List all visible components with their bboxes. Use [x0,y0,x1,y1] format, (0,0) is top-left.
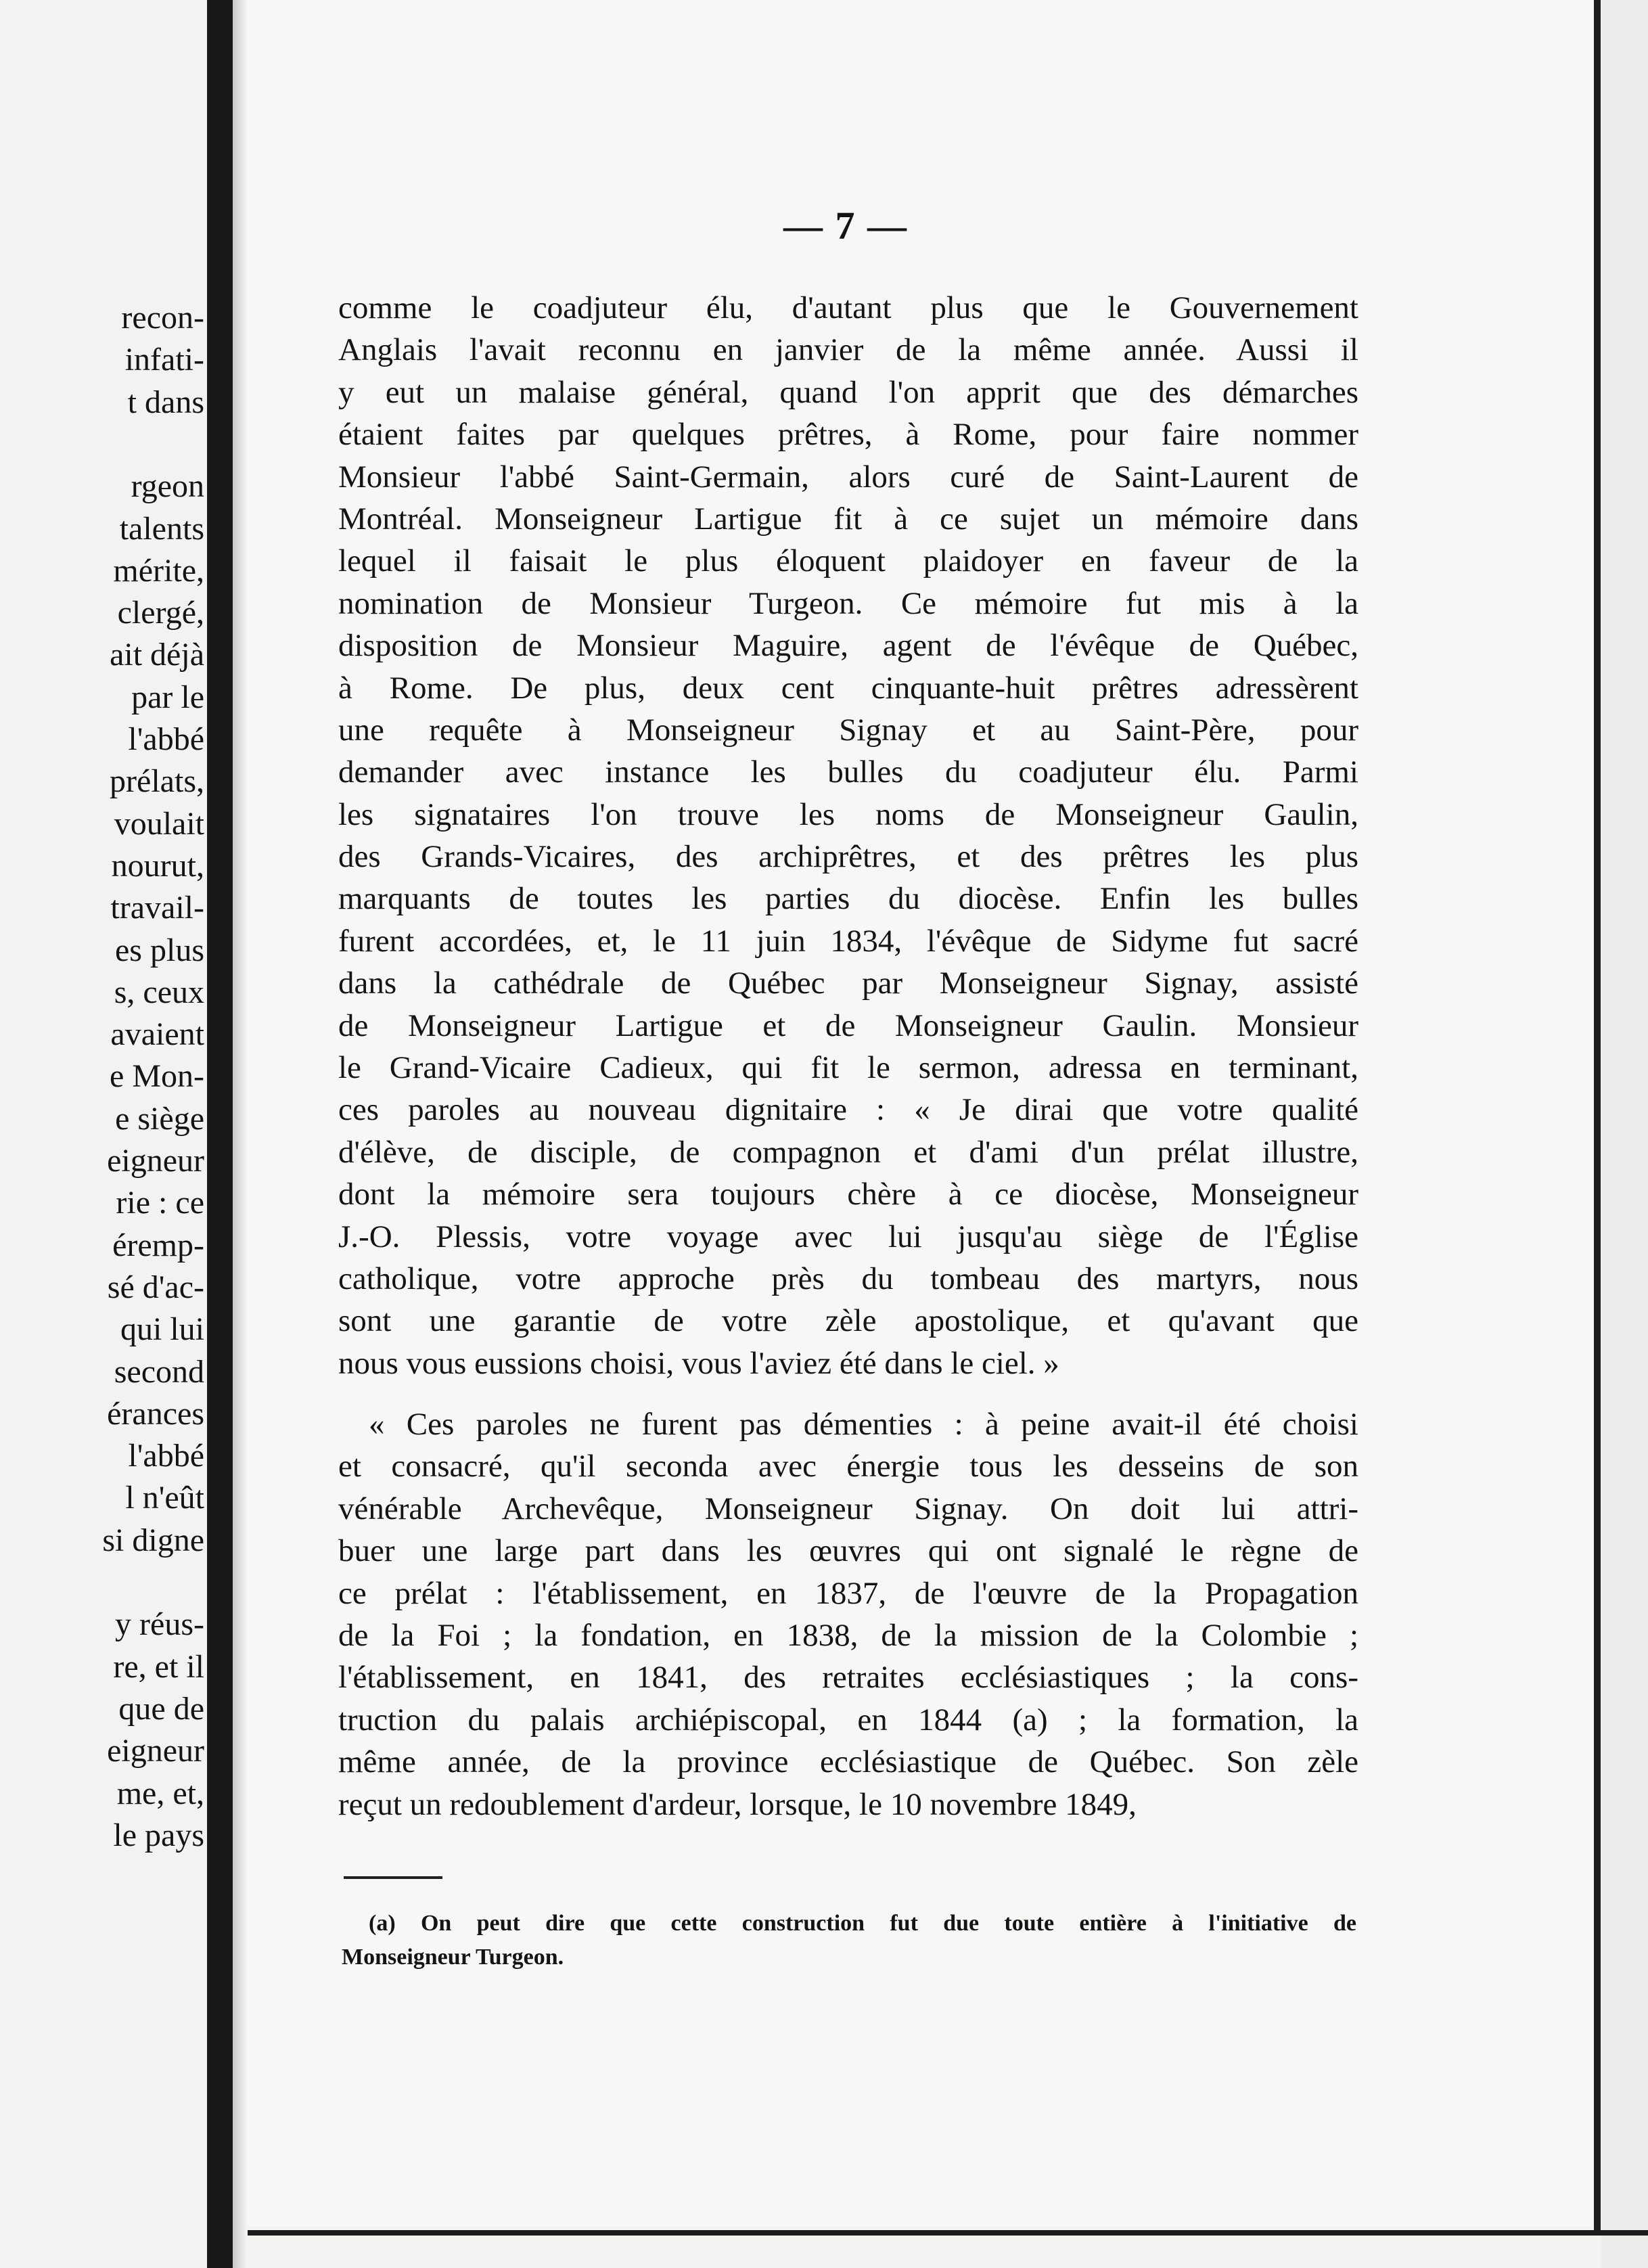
left-page-line: par le [131,679,204,715]
left-page-line: que de [118,1690,204,1727]
gutter-shadow [233,0,248,2268]
paragraph-1-line: demander avec instance les bulles du coadjuteur élu. Parmi [338,754,1358,790]
paragraph-1-line: Montréal. Monseigneur Lartigue fit à ce sujet un mémoire dans [338,501,1358,537]
paragraph-1-line: nomination de Monsieur Turgeon. Ce mémoire fut mis à la [338,585,1358,621]
left-page-line: le pays [113,1817,204,1853]
footnote-line: (a) On peut dire que cette construction fut due toute entière à l'initiative de [369,1911,1356,1936]
page-number: — 7 — [783,204,908,248]
left-page-line: l'abbé [128,721,204,757]
left-page-line: me, et, [116,1775,204,1811]
left-page-line: l'abbé [128,1438,204,1474]
paragraph-1-line: à Rome. De plus, deux cent cinquante-huit prêtres adressèrent [338,670,1358,706]
footnote-rule [344,1876,442,1879]
paragraph-1-line: furent accordées, et, le 11 juin 1834, l'évêque de Sidyme fut sacré [338,923,1358,959]
paragraph-1-line: dans la cathédrale de Québec par Monseigneur Signay, assisté [338,966,1358,1001]
left-page-line: s, ceux [114,974,204,1010]
left-page-line: si digne [102,1522,204,1558]
left-page-text [0,0,207,2268]
page-right-edge [1594,0,1601,2236]
paragraph-1-line: d'élève, de disciple, de compagnon et d'ami d'un prélat illustre, [338,1134,1358,1170]
paragraph-2-line: et consacré, qu'il seconda avec énergie tous les desseins de son [338,1449,1358,1484]
paragraph-1-line: disposition de Monsieur Maguire, agent de l'évêque de Québec, [338,628,1358,664]
left-page-line: sé d'ac- [107,1269,204,1305]
paragraph-1-line: étaient faites par quelques prêtres, à Rome, pour faire nommer [338,417,1358,453]
paragraph-2-line: de la Foi ; la fondation, en 1838, de la mission de la Colombie ; [338,1617,1358,1653]
paragraph-2 [338,1403,1358,1825]
paragraph-2-line: truction du palais archiépiscopal, en 1844 (a) ; la formation, la [338,1702,1358,1738]
paragraph-1-line: le Grand-Vicaire Cadieux, qui fit le sermon, adressa en terminant, [338,1050,1358,1086]
paragraph-1-line: les signataires l'on trouve les noms de Monseigneur Gaulin, [338,796,1358,832]
paragraph-1-line: des Grands-Vicaires, des archiprêtres, et des prêtres les plus [338,839,1358,875]
footnote-line: Monseigneur Turgeon. [342,1945,564,1970]
left-page-line: t dans [127,384,204,420]
left-page-line: es plus [115,932,204,968]
left-page-line: clergé, [117,595,204,631]
left-page-line: travail- [110,890,204,926]
left-page-line: ait déjà [110,637,204,673]
left-page-line: recon- [121,300,204,336]
paragraph-1-line: marquants de toutes les parties du diocèse. Enfin les bulles [338,881,1358,917]
paragraph-1-line: ces paroles au nouveau dignitaire : « Je dirai que votre qualité [338,1092,1358,1128]
left-page-line: érances [107,1395,204,1432]
paragraph-1-line: nous vous eussions choisi, vous l'aviez été dans le ciel. » [338,1345,1059,1381]
footnote [342,1907,1356,1974]
scan-margin [1601,0,1648,2268]
left-page-line: eigneur [107,1143,204,1179]
book-gutter [207,0,233,2268]
left-page-line: rgeon [131,468,204,505]
left-page-line: prélats, [110,763,204,800]
paragraph-1-line: Anglais l'avait reconnu en janvier de la même année. Aussi il [338,332,1358,368]
left-facing-page [0,0,207,2268]
left-page-line: infati- [124,342,204,378]
left-page-line: éremp- [112,1227,204,1263]
left-page-line: e siège [115,1100,204,1137]
paragraph-1-line: sont une garantie de votre zèle apostolique, et qu'avant que [338,1303,1358,1339]
left-page-line: e Mon- [110,1058,204,1095]
paragraph-2-line: reçut un redoublement d'ardeur, lorsque, le 10 novembre 1849, [338,1786,1137,1822]
left-page-line: nourut, [111,847,204,884]
left-page-line: l n'eût [125,1480,204,1516]
left-page-line: second [114,1353,204,1390]
left-page-line: y réus- [115,1606,204,1643]
paragraph-1-line: Monsieur l'abbé Saint-Germain, alors curé de Saint-Laurent de [338,459,1358,495]
left-page-line: talents [119,510,204,547]
paragraph-1 [338,287,1358,1384]
left-page-line: voulait [114,805,204,842]
paragraph-1-line: catholique, votre approche près du tombeau des martyrs, nous [338,1261,1358,1296]
paragraph-2-line: même année, de la province ecclésiastique de Québec. Son zèle [338,1744,1358,1780]
paragraph-1-line: une requête à Monseigneur Signay et au Saint-Père, pour [338,712,1358,748]
left-page-line: rie : ce [116,1185,204,1221]
paragraph-1-line: y eut un malaise général, quand l'on apprit que des démarches [338,374,1358,410]
paragraph-1-line: de Monseigneur Lartigue et de Monseigneur Gaulin. Monsieur [338,1007,1358,1043]
paragraph-2-line: buer une large part dans les œuvres qui ont signalé le règne de [338,1533,1358,1569]
left-page-line: re, et il [113,1648,204,1685]
left-page-line: mérite, [113,552,204,589]
paragraph-1-line: dont la mémoire sera toujours chère à ce diocèse, Monseigneur [338,1177,1358,1212]
left-page-line: avaient [110,1016,204,1053]
left-page-line: qui lui [120,1311,204,1348]
paragraph-1-line: J.-O. Plessis, votre voyage avec lui jusqu'au siège de l'Église [338,1219,1358,1254]
left-page-line: eigneur [107,1733,204,1769]
paragraph-1-line: comme le coadjuteur élu, d'autant plus que le Gouvernement [338,290,1358,325]
page-bottom-edge [248,2230,1648,2236]
paragraph-2-line: « Ces paroles ne furent pas démenties : à peine avait-il été choisi [369,1407,1358,1442]
paragraph-2-line: ce prélat : l'établissement, en 1837, de l'œuvre de la Propagation [338,1575,1358,1611]
paragraph-1-line: lequel il faisait le plus éloquent plaidoyer en faveur de la [338,543,1358,579]
paragraph-2-line: l'établissement, en 1841, des retraites ecclésiastiques ; la cons- [338,1660,1358,1696]
paragraph-2-line: vénérable Archevêque, Monseigneur Signay. On doit lui attri- [338,1491,1358,1526]
